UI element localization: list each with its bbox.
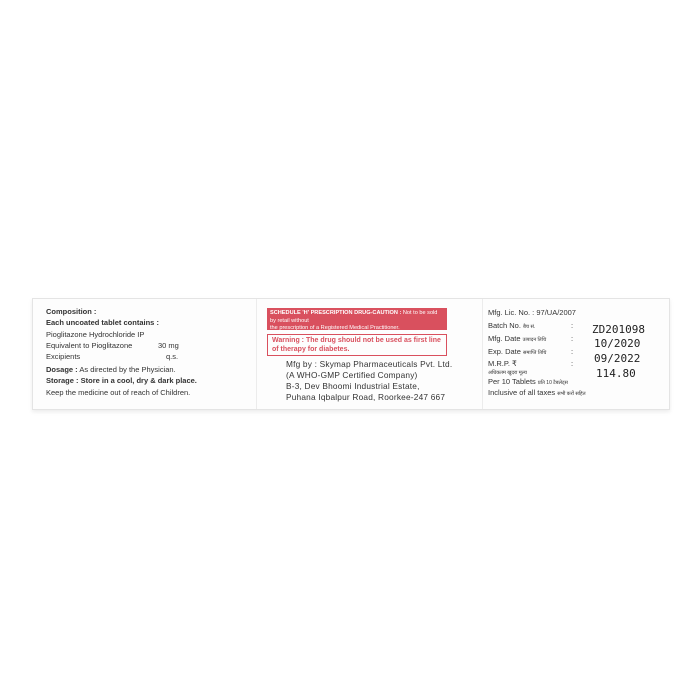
batch-no-value: ZD201098 xyxy=(592,323,645,336)
mfg-date-value: 10/2020 xyxy=(594,337,641,350)
mfg-date-label-hi: उत्पादन तिथि xyxy=(522,337,547,343)
mfg-date-colon: : xyxy=(571,334,574,343)
ingredient-dose: 30 mg xyxy=(158,341,179,350)
inclusive-taxes-en: Inclusive of all taxes xyxy=(488,388,556,397)
manufacturer-line4: Puhana Iqbalpur Road, Roorkee-247 667 xyxy=(286,392,446,402)
batch-colon: : xyxy=(571,321,574,330)
exp-date-value: 09/2022 xyxy=(594,352,641,365)
warning-box: Warning : The drug should not be used as first line of therapy for diabetes. xyxy=(267,334,447,356)
fold-line xyxy=(256,299,257,409)
batch-no-label xyxy=(488,321,535,330)
per-tablets xyxy=(488,377,568,386)
schedule-text-line1: Not to be sold by retail without xyxy=(270,310,438,324)
excipients-label: Excipients xyxy=(46,352,81,361)
keep-out-text: Keep the medicine out of reach of Children. xyxy=(46,388,191,397)
batch-label-hi: बैच सं. xyxy=(523,324,536,330)
mrp-colon: : xyxy=(571,359,574,368)
ingredient-line1: Pioglitazone Hydrochloride IP xyxy=(46,330,145,339)
schedule-label: SCHEDULE 'H' PRESCRIPTION DRUG-CAUTION : xyxy=(270,310,402,316)
dosage-line xyxy=(46,365,176,374)
mrp-label-hi: अधिकतम खुदरा मूल्य xyxy=(488,370,527,376)
mfg-date-label-en: Mfg. Date xyxy=(488,334,521,343)
dosage-label: Dosage : xyxy=(46,365,78,374)
exp-date-label-hi: समाप्ति तिथि xyxy=(523,350,547,356)
mfg-lic-no: Mfg. Lic. No. : 97/UA/2007 xyxy=(488,308,576,317)
composition-heading: Composition : xyxy=(46,307,97,316)
exp-date-label xyxy=(488,347,546,356)
schedule-text-line2: the prescription of a Registered Medical Practitioner. xyxy=(270,325,400,331)
excipients-value: q.s. xyxy=(166,352,179,361)
mrp-label: M.R.P. ₹ xyxy=(488,359,517,368)
exp-date-colon: : xyxy=(571,347,574,356)
per-tablets-en: Per 10 Tablets xyxy=(488,377,536,386)
manufacturer-line1: Mfg by : Skymap Pharmaceuticals Pvt. Ltd. xyxy=(286,359,453,369)
dosage-text: As directed by the Physician. xyxy=(79,365,176,374)
mfg-date-label xyxy=(488,334,546,343)
fold-line xyxy=(482,299,483,409)
inclusive-taxes-hi: सभी करों सहित xyxy=(557,391,586,397)
schedule-h-box xyxy=(267,308,447,330)
inclusive-taxes xyxy=(488,388,586,397)
manufacturer-line2: (A WHO-GMP Certified Company) xyxy=(286,370,418,380)
exp-date-label-en: Exp. Date xyxy=(488,347,521,356)
composition-subheading: Each uncoated tablet contains : xyxy=(46,318,159,327)
storage-line xyxy=(46,376,197,385)
mrp-value: 114.80 xyxy=(596,367,636,380)
ingredient-line2: Equivalent to Pioglitazone xyxy=(46,341,133,350)
storage-label: Storage : xyxy=(46,376,79,385)
manufacturer-line3: B-3, Dev Bhoomi Industrial Estate, xyxy=(286,381,420,391)
batch-label-en: Batch No. xyxy=(488,321,521,330)
storage-text: Store in a cool, dry & dark place. xyxy=(80,376,197,385)
per-tablets-hi: प्रति 10 टैबलेट्स xyxy=(537,380,568,386)
